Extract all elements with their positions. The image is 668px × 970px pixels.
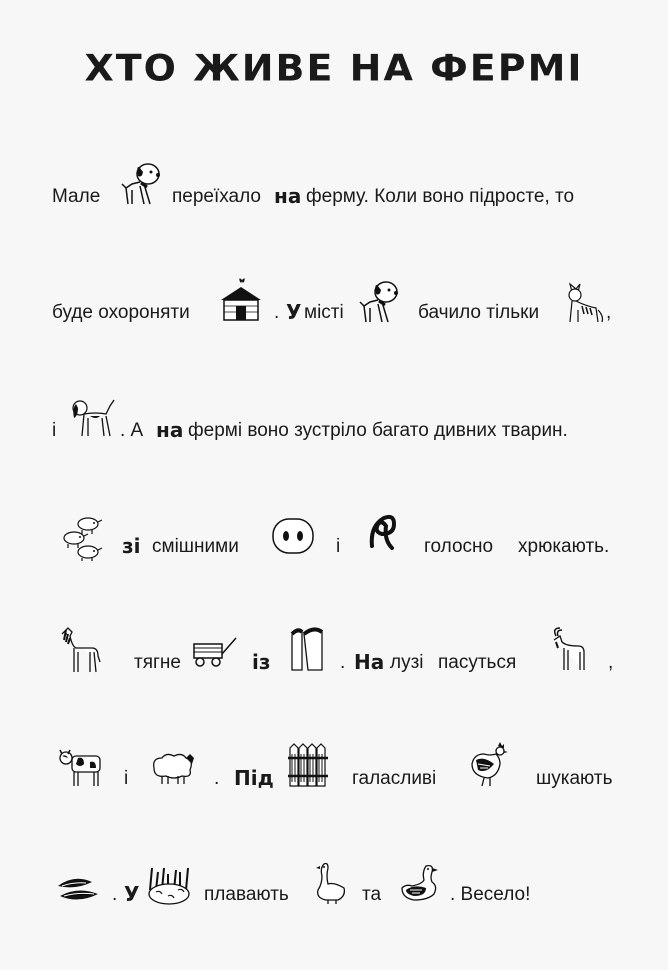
word-smishnymy: смішними (152, 536, 239, 557)
word-pasutsia: пасуться (438, 652, 517, 673)
word-u-bold: У (286, 300, 302, 324)
duck-icon (398, 862, 440, 904)
sentence-row-2 (0, 278, 668, 338)
word-na-bold-2: на (156, 418, 184, 442)
puppy-icon (118, 160, 166, 206)
word-i-3: і (124, 768, 129, 789)
horse-icon (58, 626, 102, 674)
word-i-1: і (52, 420, 57, 441)
word-ta: та (362, 884, 382, 905)
word-luzi: лузі (390, 652, 424, 673)
dog-icon (70, 396, 118, 440)
word-misti: місті (304, 302, 344, 323)
word-holosno: голосно (424, 536, 494, 557)
seeds-icon (54, 878, 104, 906)
word-bachylo: бачило тільки (418, 302, 540, 323)
word-pereikhalo: переїхало (172, 186, 261, 207)
word-veselo: . Весело! (450, 884, 531, 905)
word-iz-bold: із (252, 650, 271, 674)
cat-icon (564, 280, 606, 324)
puppy-icon (356, 278, 404, 324)
piglets-icon (58, 514, 106, 562)
word-na-bold: на (274, 184, 302, 208)
sentence-row-3 (0, 394, 668, 454)
sentence-row-6 (0, 740, 668, 800)
cow-icon (58, 746, 104, 788)
sheep-icon (150, 750, 196, 786)
word-dot-1: . (274, 302, 280, 323)
sentence-row-7 (0, 858, 668, 918)
word-i-2: і (336, 536, 341, 557)
word-bude: буде охороняти (52, 302, 190, 323)
haystack-icon (288, 628, 328, 672)
word-male: Мале (52, 186, 101, 207)
word-halaslyvi: галасливі (352, 768, 437, 789)
sentence-row-5 (0, 622, 668, 682)
goat-icon (548, 626, 588, 672)
page-title: ХТО ЖИВЕ НА ФЕРМІ (84, 47, 584, 89)
fence-icon (288, 742, 328, 788)
word-pid-bold: Під (234, 766, 274, 790)
word-comma-1: , (606, 302, 612, 323)
hen-icon (466, 742, 510, 788)
word-comma-2: , (608, 652, 614, 673)
word-tiahne: тягне (134, 652, 181, 673)
goose-icon (314, 860, 350, 906)
sentence-row-4 (0, 512, 668, 572)
word-u-bold-2: У (124, 882, 140, 906)
word-plavaiut: плавають (204, 884, 289, 905)
word-dot-4: . (112, 884, 118, 905)
word-a: . А (120, 420, 144, 441)
word-dot-2: . (340, 652, 346, 673)
word-dot-3: . (214, 768, 220, 789)
word-shukaiut: шукають (536, 768, 613, 789)
word-khriukaiut: хрюкають. (518, 536, 610, 557)
word-fermi: фермі воно зустріло багато дивних тварин. (188, 420, 568, 441)
word-na-bold-3: На (354, 650, 385, 674)
cart-icon (190, 636, 240, 670)
snout-icon (270, 516, 316, 556)
word-fermu: ферму. Коли воно підросте, то (306, 186, 575, 207)
pond-icon (146, 866, 192, 906)
sentence-row-1 (0, 160, 668, 220)
doghouse-icon (218, 278, 264, 324)
tail-icon (366, 512, 398, 550)
word-zi-bold: зі (122, 534, 141, 558)
